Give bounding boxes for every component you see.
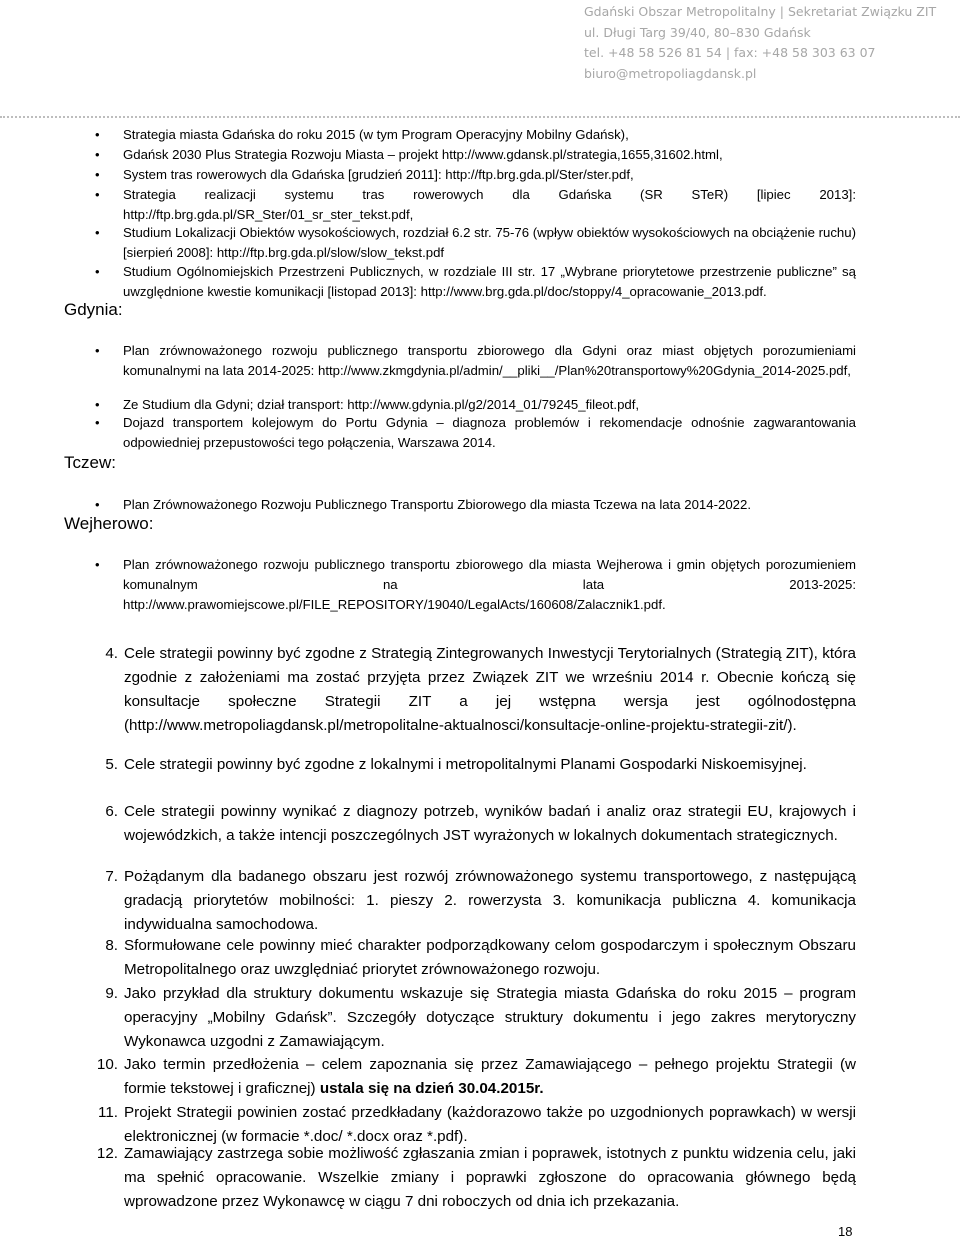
list-item: Strategia miasta Gdańska do roku 2015 (w tym Program Operacyjny Mobilny Gdańsk), [123,127,629,142]
bullet: • [95,557,100,572]
list-item: Studium Lokalizacji Obiektów wysokościowych, rozdział 6.2 str. 75-76 (wpływ obiektów wysokościowych na obciążenie ruchu) [sierpień 2008]: http://ftp.brg.gda.pl/slow/slow_tekst.pdf [123,225,856,260]
bullet: • [95,225,100,240]
letterhead-org: Gdański Obszar Metropolitalny | Sekretariat Związku ZIT [584,4,937,19]
requirement-text: Sformułowane cele powinny mieć charakter podporządkowany celom gospodarczym i społecznym Obszaru Metropolitalnego oraz uwzględniać priorytet zrównoważonego rozwoju. [124,937,856,978]
letterhead-email: biuro@metropoliagdansk.pl [584,66,757,81]
item-number: 9. [105,985,118,1002]
item-number: 6. [105,803,118,820]
item-number: 12. [96,1145,118,1162]
item-number: 11. [98,1104,118,1121]
letterhead-phone: tel. +48 58 526 81 54 | fax: +48 58 303 63 07 [584,45,876,60]
list-item: Studium Ogólnomiejskich Przestrzeni Publicznych, w rozdziale III str. 17 „Wybrane priorytetowe przestrzenie publiczne” są uwzględnione kwestie komunikacji [listopad 2013]: http://www.brg.gda.pl/doc/stoppy/4_opracowanie_2013.pdf. [123,264,856,299]
list-item: Plan zrównoważonego rozwoju publicznego transportu zbiorowego dla Gdyni oraz miast objętych porozumieniami komunalnymi na lata 2014-2025: http://www.zkmgdynia.pl/admin/__pliki__/Plan%20transportowy%20Gdynia_2014-2025.pdf, [123,343,856,378]
section-heading-gdynia: Gdynia: [64,300,123,319]
letterhead-address: ul. Długi Targ 39/40, 80–830 Gdańsk [584,25,811,40]
bullet: • [95,187,100,202]
bullet: • [95,167,100,182]
page-number: 18 [838,1224,853,1239]
deadline-emphasis: ustala się na dzień 30.04.2015r. [319,1080,544,1097]
item-number: 5. [105,756,118,773]
bullet: • [95,264,100,279]
letterhead [0,0,960,90]
requirement-text-plain: Jako termin przedłożenia – celem zapoznania się przez Zamawiającego – pełnego projektu Strategii (w formie tekstowej i graficznej) [124,1056,856,1097]
requirement-text: Projekt Strategii powinien zostać przedkładany (każdorazowo także po uzgodnionych poprawkach) w wersji elektronicznej (w formacie *.doc/ *.docx oraz *.pdf). [124,1104,856,1145]
requirement-text: Cele strategii powinny być zgodne z Strategią Zintegrowanych Inwestycji Terytorialnych (Strategią ZIT), która zgodnie z założeniami ma zostać przyjęta przez Związek ZIT we wrześniu 2014 r. Obecnie kończą się konsultacje społeczne Strategii ZIT a jej wstępna wersja jest ogólnodostępna (http://www.metropoliagdansk.pl/metropolitalne-aktualnosci/konsultacje-online-projektu-strategii-zit/). [124,645,856,734]
requirement-text [124,1053,856,1101]
requirement-text: Pożądanym dla badanego obszaru jest rozwój zrównoważonego systemu transportowego, z następującą gradacją priorytetów mobilności: 1. pieszy 2. rowerzysta 3. komunikacja publiczna 4. komunikacja indywidualna samochodowa. [124,868,856,933]
requirement-text: Jako przykład dla struktury dokumentu wskazuje się Strategia miasta Gdańska do roku 2015 – program operacyjny „Mobilny Gdańsk”. Szczegóły dotyczące struktury dokumentu i jego zakres merytoryczny Wykonawca uzgodni z Zamawiającym. [124,985,856,1050]
header-divider [0,116,960,118]
bullet: • [95,397,100,412]
item-number: 10. [96,1056,118,1073]
list-item: Strategia realizacji systemu tras rowerowych dla Gdańska (SR STeR) [lipiec 2013]: http://ftp.brg.gda.pl/SR_Ster/01_sr_ster_tekst.pdf, [123,187,856,222]
requirement-text: Zamawiający zastrzega sobie możliwość zgłaszania zmian i poprawek, istotnych z punktu widzenia celu, jaki ma spełnić opracowanie. Wszelkie zmiany i poprawki zgłoszone do opracowania głównego będą wprowadzone przez Wykonawcę w ciągu 7 dni roboczych od dnia ich przekazania. [124,1145,856,1210]
list-item: Gdańsk 2030 Plus Strategia Rozwoju Miasta – projekt http://www.gdansk.pl/strategia,1655,31602.html, [123,147,723,162]
item-number: 7. [105,868,118,885]
list-item: System tras rowerowych dla Gdańska [grudzień 2011]: http://ftp.brg.gda.pl/Ster/ster.pdf, [123,167,634,182]
section-heading-tczew: Tczew: [64,453,116,472]
bullet: • [95,147,100,162]
section-heading-wejherowo: Wejherowo: [64,514,154,533]
list-item: Plan zrównoważonego rozwoju publicznego transportu zbiorowego dla miasta Wejherowa i gmin objętych porozumieniem komunalnym na lata 2013-2025: http://www.prawomiejscowe.pl/FILE_REPOSITORY/19040/LegalActs/160608/Zalacznik1.pdf. [123,557,856,612]
item-number: 8. [105,937,118,954]
bullet: • [95,343,100,358]
bullet: • [95,127,100,142]
list-item: Ze Studium dla Gdyni; dział transport: http://www.gdynia.pl/g2/2014_01/79245_fileot.pdf, [123,397,640,412]
list-item: Dojazd transportem kolejowym do Portu Gdynia – diagnoza problemów i rekomendacje odnośnie zagwarantowania odpowiedniej przepustowości tego połączenia, Warszawa 2014. [123,415,856,450]
item-number: 4. [105,645,118,662]
bullet: • [95,415,100,430]
requirement-text: Cele strategii powinny wynikać z diagnozy potrzeb, wyników badań i analiz oraz strategii EU, krajowych i wojewódzkich, a także intencji poszczególnych JST wyrażonych w lokalnych dokumentach strategicznych. [124,803,856,844]
bullet: • [95,497,100,512]
list-item: Plan Zrównoważonego Rozwoju Publicznego Transportu Zbiorowego dla miasta Tczewa na lata 2014-2022. [123,497,751,512]
requirement-text: Cele strategii powinny być zgodne z lokalnymi i metropolitalnymi Planami Gospodarki Niskoemisyjnej. [124,756,807,773]
